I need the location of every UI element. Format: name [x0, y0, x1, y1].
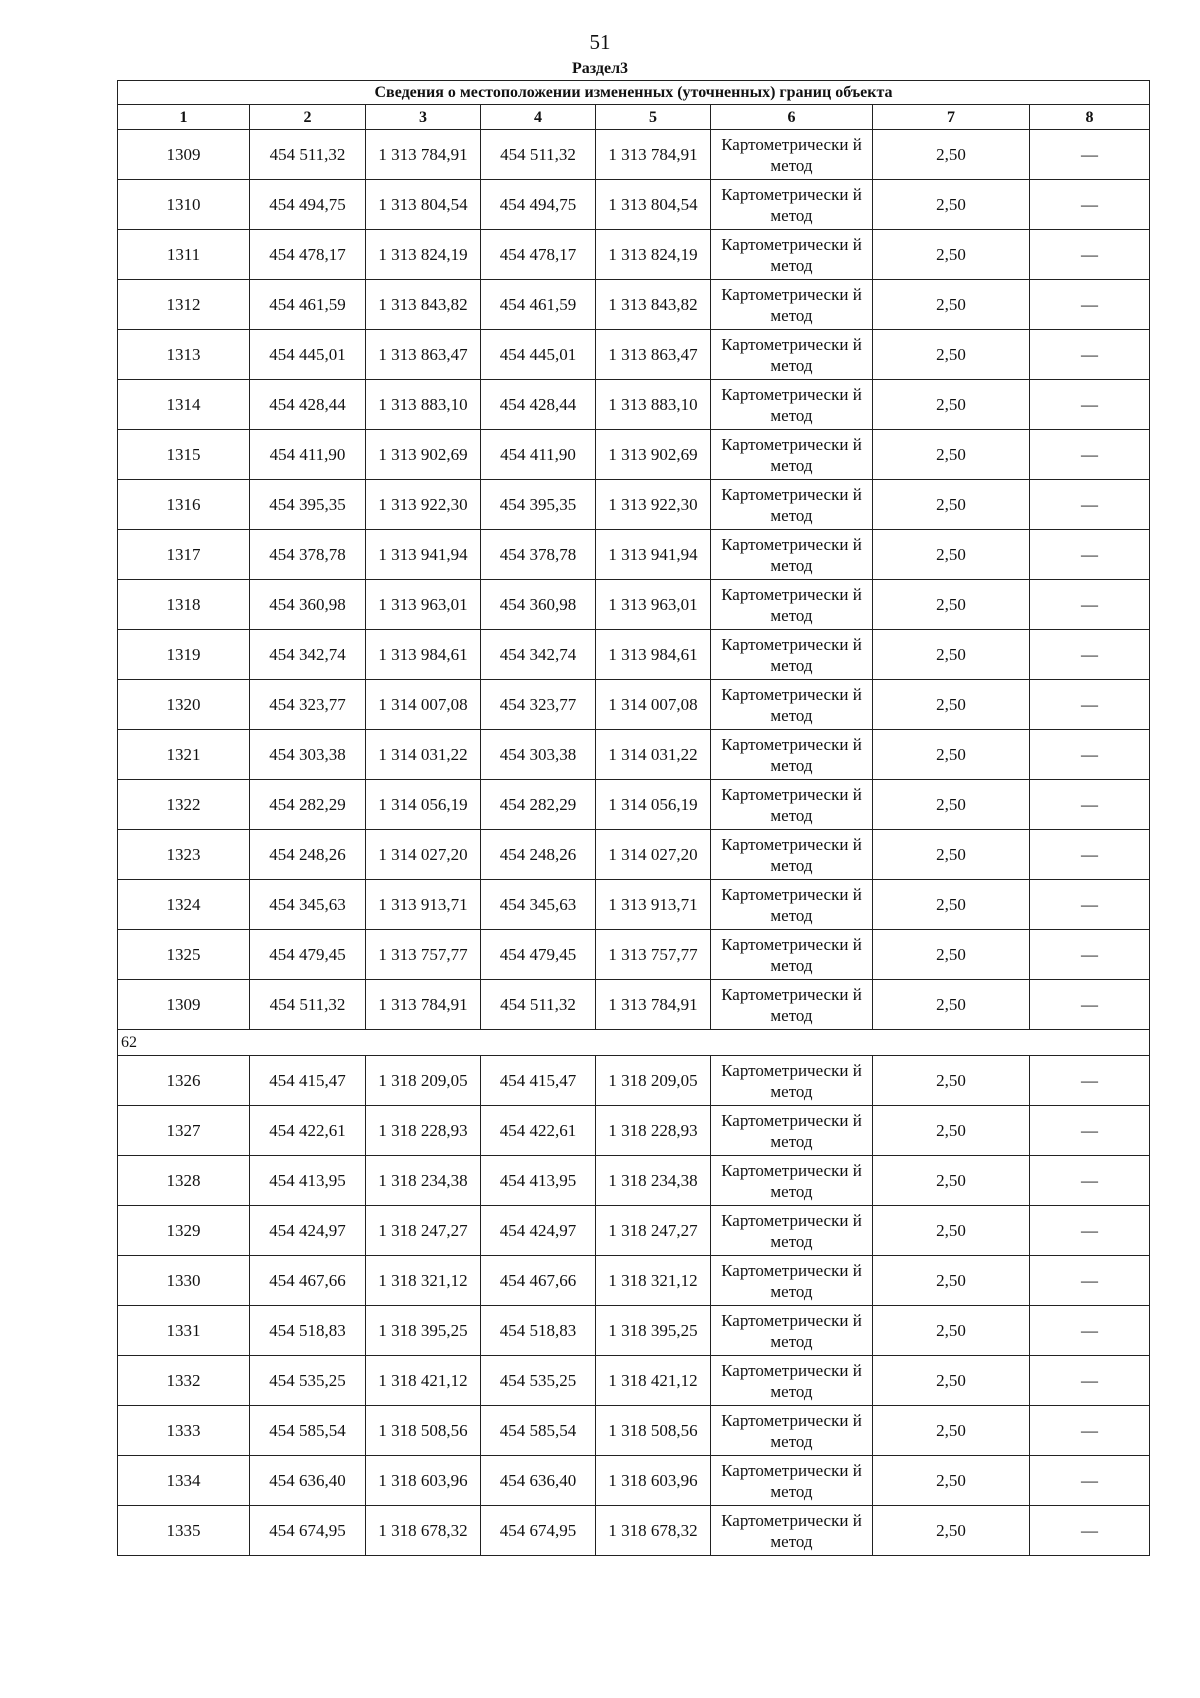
column-header: 8 [1030, 105, 1150, 130]
cell-point-number: 1334 [118, 1456, 250, 1506]
table-caption: Сведения о местоположении измененных (уточненных) границ объекта [118, 81, 1150, 105]
cell-y-new: 1 313 757,77 [596, 930, 711, 980]
cell-method: Картометрически й метод [711, 830, 873, 880]
cell-x-old: 454 636,40 [250, 1456, 366, 1506]
cell-accuracy: 2,50 [873, 1056, 1030, 1106]
cell-x-new: 454 511,32 [481, 130, 596, 180]
cell-x-old: 454 411,90 [250, 430, 366, 480]
cell-y-old: 1 313 883,10 [366, 380, 481, 430]
cell-method: Картометрически й метод [711, 1106, 873, 1156]
cell-x-new: 454 424,97 [481, 1206, 596, 1256]
cell-x-new: 454 248,26 [481, 830, 596, 880]
cell-y-old: 1 313 913,71 [366, 880, 481, 930]
cell-method: Картометрически й метод [711, 480, 873, 530]
table-row [118, 1056, 1150, 1106]
cell-x-old: 454 282,29 [250, 780, 366, 830]
cell-y-new: 1 318 321,12 [596, 1256, 711, 1306]
cell-method: Картометрически й метод [711, 380, 873, 430]
cell-description: — [1030, 1106, 1150, 1156]
cell-method: Картометрически й метод [711, 1256, 873, 1306]
table-row [118, 480, 1150, 530]
cell-method: Картометрически й метод [711, 630, 873, 680]
cell-accuracy: 2,50 [873, 830, 1030, 880]
cell-accuracy: 2,50 [873, 1306, 1030, 1356]
cell-point-number: 1309 [118, 130, 250, 180]
cell-method: Картометрически й метод [711, 330, 873, 380]
cell-x-old: 454 535,25 [250, 1356, 366, 1406]
cell-y-old: 1 313 784,91 [366, 130, 481, 180]
cell-x-old: 454 511,32 [250, 130, 366, 180]
cell-description: — [1030, 480, 1150, 530]
cell-y-old: 1 314 007,08 [366, 680, 481, 730]
cell-description: — [1030, 530, 1150, 580]
cell-point-number: 1312 [118, 280, 250, 330]
cell-point-number: 1326 [118, 1056, 250, 1106]
cell-y-new: 1 313 922,30 [596, 480, 711, 530]
cell-method: Картометрически й метод [711, 1356, 873, 1406]
cell-y-new: 1 313 941,94 [596, 530, 711, 580]
table-row [118, 830, 1150, 880]
cell-y-new: 1 318 247,27 [596, 1206, 711, 1256]
cell-accuracy: 2,50 [873, 130, 1030, 180]
cell-point-number: 1310 [118, 180, 250, 230]
cell-description: — [1030, 880, 1150, 930]
column-header: 1 [118, 105, 250, 130]
group-row [118, 1030, 1150, 1056]
cell-x-new: 454 585,54 [481, 1406, 596, 1456]
cell-x-old: 454 345,63 [250, 880, 366, 930]
table-row [118, 1106, 1150, 1156]
cell-x-old: 454 461,59 [250, 280, 366, 330]
cell-y-new: 1 314 027,20 [596, 830, 711, 880]
cell-point-number: 1319 [118, 630, 250, 680]
cell-point-number: 1320 [118, 680, 250, 730]
cell-y-old: 1 318 508,56 [366, 1406, 481, 1456]
cell-accuracy: 2,50 [873, 930, 1030, 980]
cell-x-new: 454 518,83 [481, 1306, 596, 1356]
cell-y-new: 1 318 678,32 [596, 1506, 711, 1556]
cell-y-new: 1 314 056,19 [596, 780, 711, 830]
cell-x-new: 454 636,40 [481, 1456, 596, 1506]
cell-x-new: 454 303,38 [481, 730, 596, 780]
cell-y-old: 1 318 603,96 [366, 1456, 481, 1506]
cell-method: Картометрически й метод [711, 1306, 873, 1356]
cell-description: — [1030, 1206, 1150, 1256]
cell-x-new: 454 415,47 [481, 1056, 596, 1106]
table-row [118, 930, 1150, 980]
cell-y-old: 1 318 421,12 [366, 1356, 481, 1406]
table-row [118, 730, 1150, 780]
cell-method: Картометрически й метод [711, 1406, 873, 1456]
cell-x-new: 454 535,25 [481, 1356, 596, 1406]
cell-point-number: 1313 [118, 330, 250, 380]
cell-x-new: 454 323,77 [481, 680, 596, 730]
cell-description: — [1030, 780, 1150, 830]
cell-accuracy: 2,50 [873, 1256, 1030, 1306]
cell-point-number: 1330 [118, 1256, 250, 1306]
cell-method: Картометрически й метод [711, 130, 873, 180]
cell-y-old: 1 313 963,01 [366, 580, 481, 630]
cell-method: Картометрически й метод [711, 880, 873, 930]
table-row [118, 430, 1150, 480]
cell-x-old: 454 303,38 [250, 730, 366, 780]
cell-description: — [1030, 680, 1150, 730]
cell-y-new: 1 314 007,08 [596, 680, 711, 730]
cell-y-old: 1 313 922,30 [366, 480, 481, 530]
cell-y-old: 1 313 984,61 [366, 630, 481, 680]
cell-accuracy: 2,50 [873, 1456, 1030, 1506]
cell-y-old: 1 313 863,47 [366, 330, 481, 380]
cell-y-new: 1 313 804,54 [596, 180, 711, 230]
cell-y-old: 1 313 941,94 [366, 530, 481, 580]
cell-x-new: 454 494,75 [481, 180, 596, 230]
cell-description: — [1030, 1156, 1150, 1206]
column-header: 3 [366, 105, 481, 130]
cell-y-old: 1 313 757,77 [366, 930, 481, 980]
cell-x-new: 454 461,59 [481, 280, 596, 330]
cell-description: — [1030, 1356, 1150, 1406]
table-row [118, 380, 1150, 430]
cell-point-number: 1333 [118, 1406, 250, 1456]
cell-x-old: 454 248,26 [250, 830, 366, 880]
cell-point-number: 1311 [118, 230, 250, 280]
table-row [118, 1156, 1150, 1206]
cell-y-new: 1 313 913,71 [596, 880, 711, 930]
cell-y-new: 1 318 421,12 [596, 1356, 711, 1406]
cell-x-old: 454 342,74 [250, 630, 366, 680]
cell-point-number: 1316 [118, 480, 250, 530]
cell-description: — [1030, 930, 1150, 980]
table-row [118, 230, 1150, 280]
table-row [118, 530, 1150, 580]
table-row [118, 1356, 1150, 1406]
column-header: 7 [873, 105, 1030, 130]
cell-x-old: 454 585,54 [250, 1406, 366, 1456]
boundary-table [117, 80, 1150, 1556]
cell-x-old: 454 674,95 [250, 1506, 366, 1556]
cell-method: Картометрически й метод [711, 430, 873, 480]
cell-description: — [1030, 1506, 1150, 1556]
cell-accuracy: 2,50 [873, 1156, 1030, 1206]
cell-y-old: 1 313 902,69 [366, 430, 481, 480]
cell-method: Картометрически й метод [711, 580, 873, 630]
cell-accuracy: 2,50 [873, 880, 1030, 930]
cell-y-new: 1 318 234,38 [596, 1156, 711, 1206]
cell-y-old: 1 314 056,19 [366, 780, 481, 830]
cell-x-old: 454 428,44 [250, 380, 366, 430]
cell-y-new: 1 313 784,91 [596, 980, 711, 1030]
cell-method: Картометрически й метод [711, 530, 873, 580]
table-row [118, 1506, 1150, 1556]
cell-accuracy: 2,50 [873, 1356, 1030, 1406]
cell-x-old: 454 445,01 [250, 330, 366, 380]
cell-description: — [1030, 730, 1150, 780]
cell-x-old: 454 479,45 [250, 930, 366, 980]
cell-x-new: 454 478,17 [481, 230, 596, 280]
cell-y-old: 1 318 395,25 [366, 1306, 481, 1356]
cell-method: Картометрически й метод [711, 230, 873, 280]
cell-accuracy: 2,50 [873, 780, 1030, 830]
cell-accuracy: 2,50 [873, 1106, 1030, 1156]
cell-point-number: 1325 [118, 930, 250, 980]
cell-accuracy: 2,50 [873, 1406, 1030, 1456]
cell-y-old: 1 318 209,05 [366, 1056, 481, 1106]
cell-y-new: 1 318 508,56 [596, 1406, 711, 1456]
cell-description: — [1030, 630, 1150, 680]
cell-y-new: 1 318 209,05 [596, 1056, 711, 1106]
table-row [118, 1456, 1150, 1506]
cell-point-number: 1314 [118, 380, 250, 430]
table-row [118, 130, 1150, 180]
cell-x-new: 454 342,74 [481, 630, 596, 680]
cell-accuracy: 2,50 [873, 280, 1030, 330]
cell-accuracy: 2,50 [873, 580, 1030, 630]
table-row [118, 630, 1150, 680]
cell-description: — [1030, 580, 1150, 630]
cell-accuracy: 2,50 [873, 1506, 1030, 1556]
cell-accuracy: 2,50 [873, 530, 1030, 580]
cell-description: — [1030, 330, 1150, 380]
cell-point-number: 1328 [118, 1156, 250, 1206]
cell-y-new: 1 313 784,91 [596, 130, 711, 180]
cell-description: — [1030, 380, 1150, 430]
cell-y-old: 1 318 321,12 [366, 1256, 481, 1306]
cell-x-old: 454 395,35 [250, 480, 366, 530]
cell-x-new: 454 674,95 [481, 1506, 596, 1556]
cell-description: — [1030, 280, 1150, 330]
table-row [118, 980, 1150, 1030]
cell-description: — [1030, 180, 1150, 230]
table-header-row [118, 105, 1150, 130]
table-row [118, 780, 1150, 830]
table-row [118, 280, 1150, 330]
cell-point-number: 1335 [118, 1506, 250, 1556]
cell-description: — [1030, 1406, 1150, 1456]
cell-y-old: 1 313 804,54 [366, 180, 481, 230]
cell-y-new: 1 318 228,93 [596, 1106, 711, 1156]
table-row [118, 1256, 1150, 1306]
cell-description: — [1030, 1056, 1150, 1106]
cell-accuracy: 2,50 [873, 980, 1030, 1030]
cell-method: Картометрически й метод [711, 730, 873, 780]
column-header: 4 [481, 105, 596, 130]
table-row [118, 1406, 1150, 1456]
cell-y-old: 1 318 228,93 [366, 1106, 481, 1156]
cell-x-old: 454 415,47 [250, 1056, 366, 1106]
cell-x-new: 454 378,78 [481, 530, 596, 580]
cell-accuracy: 2,50 [873, 380, 1030, 430]
cell-x-new: 454 360,98 [481, 580, 596, 630]
cell-x-old: 454 422,61 [250, 1106, 366, 1156]
cell-accuracy: 2,50 [873, 1206, 1030, 1256]
cell-y-old: 1 313 784,91 [366, 980, 481, 1030]
cell-y-old: 1 313 843,82 [366, 280, 481, 330]
column-header: 2 [250, 105, 366, 130]
cell-description: — [1030, 1306, 1150, 1356]
cell-method: Картометрически й метод [711, 680, 873, 730]
cell-y-new: 1 313 902,69 [596, 430, 711, 480]
table-row [118, 1206, 1150, 1256]
cell-description: — [1030, 830, 1150, 880]
cell-x-old: 454 323,77 [250, 680, 366, 730]
section-title: Раздел3 [571, 60, 629, 77]
cell-point-number: 1318 [118, 580, 250, 630]
cell-method: Картометрически й метод [711, 1056, 873, 1106]
cell-y-new: 1 313 824,19 [596, 230, 711, 280]
cell-method: Картометрически й метод [711, 1456, 873, 1506]
cell-accuracy: 2,50 [873, 730, 1030, 780]
cell-y-new: 1 313 843,82 [596, 280, 711, 330]
cell-y-new: 1 313 984,61 [596, 630, 711, 680]
table-caption-row [118, 81, 1150, 105]
cell-point-number: 1323 [118, 830, 250, 880]
cell-y-old: 1 314 031,22 [366, 730, 481, 780]
cell-description: — [1030, 430, 1150, 480]
cell-x-old: 454 378,78 [250, 530, 366, 580]
cell-accuracy: 2,50 [873, 480, 1030, 530]
cell-x-new: 454 479,45 [481, 930, 596, 980]
cell-accuracy: 2,50 [873, 680, 1030, 730]
cell-accuracy: 2,50 [873, 330, 1030, 380]
cell-x-old: 454 413,95 [250, 1156, 366, 1206]
cell-point-number: 1324 [118, 880, 250, 930]
cell-x-new: 454 282,29 [481, 780, 596, 830]
cell-y-old: 1 318 234,38 [366, 1156, 481, 1206]
group-label: 62 [118, 1030, 1150, 1056]
cell-y-new: 1 314 031,22 [596, 730, 711, 780]
cell-point-number: 1317 [118, 530, 250, 580]
cell-x-new: 454 395,35 [481, 480, 596, 530]
cell-description: — [1030, 1256, 1150, 1306]
cell-y-old: 1 313 824,19 [366, 230, 481, 280]
cell-method: Картометрически й метод [711, 180, 873, 230]
column-header: 6 [711, 105, 873, 130]
table-row [118, 1306, 1150, 1356]
cell-x-new: 454 428,44 [481, 380, 596, 430]
cell-x-old: 454 494,75 [250, 180, 366, 230]
cell-method: Картометрически й метод [711, 780, 873, 830]
cell-x-old: 454 478,17 [250, 230, 366, 280]
table-row [118, 680, 1150, 730]
cell-description: — [1030, 1456, 1150, 1506]
cell-method: Картометрически й метод [711, 930, 873, 980]
cell-point-number: 1309 [118, 980, 250, 1030]
column-header: 5 [596, 105, 711, 130]
cell-y-old: 1 318 247,27 [366, 1206, 481, 1256]
cell-method: Картометрически й метод [711, 980, 873, 1030]
cell-x-new: 454 511,32 [481, 980, 596, 1030]
table-row [118, 580, 1150, 630]
cell-y-new: 1 313 883,10 [596, 380, 711, 430]
cell-point-number: 1329 [118, 1206, 250, 1256]
cell-y-old: 1 318 678,32 [366, 1506, 481, 1556]
cell-x-old: 454 360,98 [250, 580, 366, 630]
cell-x-old: 454 511,32 [250, 980, 366, 1030]
cell-point-number: 1315 [118, 430, 250, 480]
cell-accuracy: 2,50 [873, 180, 1030, 230]
cell-method: Картометрически й метод [711, 1506, 873, 1556]
cell-description: — [1030, 130, 1150, 180]
table-row [118, 880, 1150, 930]
cell-x-old: 454 467,66 [250, 1256, 366, 1306]
cell-description: — [1030, 980, 1150, 1030]
cell-x-old: 454 518,83 [250, 1306, 366, 1356]
cell-method: Картометрически й метод [711, 280, 873, 330]
table-row [118, 330, 1150, 380]
cell-point-number: 1321 [118, 730, 250, 780]
cell-accuracy: 2,50 [873, 630, 1030, 680]
cell-x-new: 454 422,61 [481, 1106, 596, 1156]
cell-y-new: 1 313 963,01 [596, 580, 711, 630]
cell-point-number: 1322 [118, 780, 250, 830]
cell-x-new: 454 411,90 [481, 430, 596, 480]
cell-y-new: 1 318 603,96 [596, 1456, 711, 1506]
cell-point-number: 1331 [118, 1306, 250, 1356]
cell-method: Картометрически й метод [711, 1156, 873, 1206]
page-number: 51 [589, 30, 611, 54]
cell-y-old: 1 314 027,20 [366, 830, 481, 880]
cell-point-number: 1327 [118, 1106, 250, 1156]
cell-x-new: 454 445,01 [481, 330, 596, 380]
table-row [118, 180, 1150, 230]
cell-y-new: 1 313 863,47 [596, 330, 711, 380]
cell-method: Картометрически й метод [711, 1206, 873, 1256]
cell-description: — [1030, 230, 1150, 280]
cell-point-number: 1332 [118, 1356, 250, 1406]
cell-accuracy: 2,50 [873, 430, 1030, 480]
cell-y-new: 1 318 395,25 [596, 1306, 711, 1356]
cell-x-new: 454 413,95 [481, 1156, 596, 1206]
cell-x-old: 454 424,97 [250, 1206, 366, 1256]
cell-x-new: 454 345,63 [481, 880, 596, 930]
cell-accuracy: 2,50 [873, 230, 1030, 280]
cell-x-new: 454 467,66 [481, 1256, 596, 1306]
